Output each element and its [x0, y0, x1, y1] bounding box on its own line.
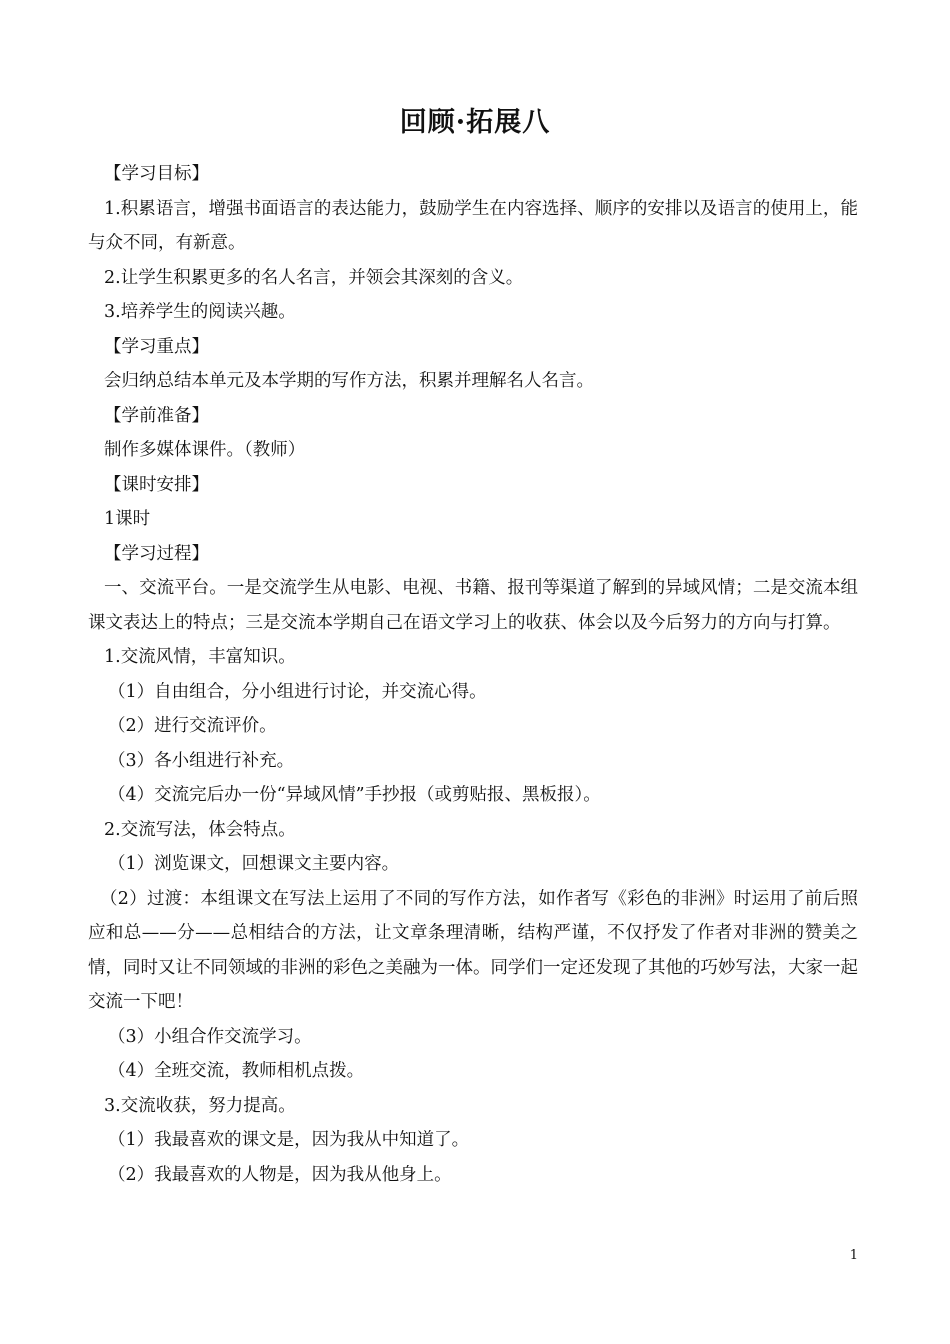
- paragraph: 2.交流写法，体会特点。: [104, 819, 296, 840]
- section-heading-preparation: 【学前准备】: [104, 405, 209, 426]
- list-item: （3）小组合作交流学习。: [108, 1026, 312, 1047]
- list-item: （4）交流完后办一份“异域风情”手抄报（或剪贴报、黑板报）。: [108, 785, 601, 805]
- list-item: （2）进行交流评价。: [108, 716, 277, 736]
- page-number: 1: [849, 1248, 858, 1263]
- paragraph: 制作多媒体课件。（教师）: [104, 440, 306, 460]
- paragraph: 1.交流风情，丰富知识。: [104, 647, 296, 667]
- paragraph: 1.积累语言，增强书面语言的表达能力，鼓励学生在内容选择、顺序的安排以及语言的使用上，能与众不同，有新意。: [88, 198, 858, 253]
- paragraph: 3.交流收获，努力提高。: [104, 1095, 296, 1116]
- paragraph: 会归纳总结本单元及本学期的写作方法，积累并理解名人名言。: [104, 371, 594, 391]
- section-heading-process: 【学习过程】: [104, 543, 209, 564]
- list-item: （3）各小组进行补充。: [108, 750, 295, 771]
- list-item: （2）我最喜欢的人物是，因为我从他身上。: [108, 1164, 452, 1185]
- page-title: 回顾·拓展八: [399, 107, 551, 138]
- section-heading-schedule: 【课时安排】: [104, 474, 209, 495]
- list-item: （1）我最喜欢的课文是，因为我从中知道了。: [108, 1130, 470, 1150]
- list-item: （2）过渡：本组课文在写法上运用了不同的写作方法，如作者写《彩色的非洲》时运用了前后照应和总——分——总相结合的方法，让文章条理清晰，结构严谨，不仅抒发了作者对非洲的赞美之情，同时又让不同领域的非洲的彩色之美融为一体。同学们一定还发现了其他的巧妙写法，大家一起交流一下吧！: [88, 888, 858, 1012]
- paragraph: 3.培养学生的阅读兴趣。: [104, 302, 296, 322]
- section-heading-focus: 【学习重点】: [104, 336, 209, 357]
- section-heading-goals: 【学习目标】: [104, 164, 209, 184]
- list-item: （1）自由组合，分小组进行讨论，并交流心得。: [108, 681, 487, 702]
- paragraph: 一、交流平台。一是交流学生从电影、电视、书籍、报刊等渠道了解到的异域风情；二是交流本组课文表达上的特点；三是交流本学期自己在语文学习上的收获、体会以及今后努力的方向与打算。: [88, 578, 858, 633]
- list-item: （1）浏览课文，回想课文主要内容。: [108, 854, 400, 874]
- paragraph: 2.让学生积累更多的名人名言，并领会其深刻的含义。: [104, 267, 524, 288]
- document-body: [88, 157, 858, 1192]
- paragraph: 1课时: [104, 509, 151, 529]
- list-item: （4）全班交流，教师相机点拨。: [108, 1061, 365, 1081]
